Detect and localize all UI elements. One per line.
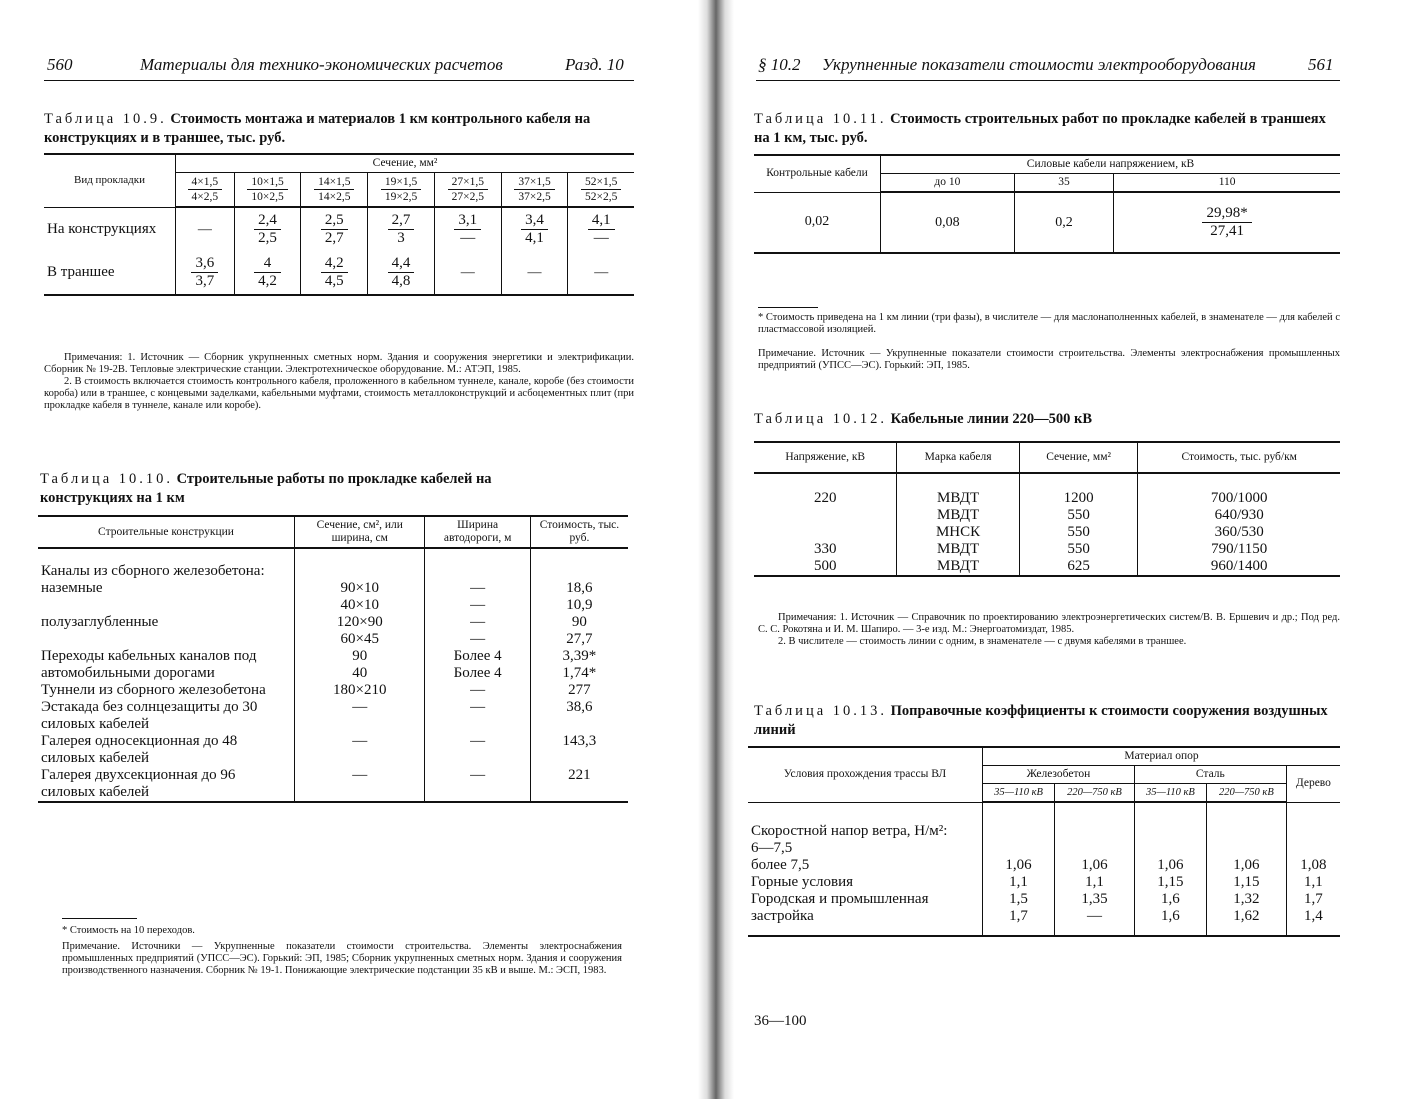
table-cell: МВДТ — [897, 507, 1019, 524]
column-header: Сечение, мм² — [1019, 442, 1138, 473]
denominator: 27×2,5 — [451, 191, 484, 203]
table-10-9-notes — [44, 352, 634, 412]
denominator: 4,8 — [391, 273, 411, 289]
table-cell — [568, 207, 634, 251]
cell-value: — — [460, 264, 475, 280]
table-cell: — — — — — [425, 548, 530, 648]
table-cell — [176, 251, 235, 295]
numerator: 29,98* — [1202, 205, 1251, 223]
numerator: 3,6 — [191, 255, 218, 273]
table-cell: МНСК — [897, 524, 1019, 541]
table-cell: 1200 — [1019, 473, 1138, 507]
numerator: 37×1,5 — [514, 175, 554, 190]
table-cell — [501, 207, 568, 251]
numerator: 19×1,5 — [381, 175, 421, 190]
denominator: — — [460, 230, 476, 246]
section-header — [568, 173, 634, 208]
table-10-11-title: Таблица 10.11. Стоимость строительных работ по прокладке кабелей в траншеях на 1 км, тыс. руб. — [754, 111, 1326, 146]
running-title-right: Укрупненные показатели стоимости электрооборудования — [822, 55, 1256, 74]
row-label: Галерея односекционная до 48 силовых кабелей — [38, 733, 295, 767]
column-header: Сечение, см², или ширина, см — [295, 516, 425, 548]
fraction-value — [588, 212, 615, 247]
numerator: 27×1,5 — [448, 175, 488, 190]
table-row — [38, 699, 628, 733]
row-label: Галерея двухсекционная до 96 силовых кабелей — [38, 767, 295, 802]
table-10-13: Условия прохождения трассы ВЛ Материал опор Железобетон Сталь Дерево 35—110 кВ 220—750 кВ 35—110 кВ 220—750 кВ Скоростной напор ветра, Н/м²: 6—7,5 более 7,5 Горные условия Городская и промышленная застройка 1,06 1,1 1,5 1,7 1,06 1,1 1,35 — 1,06 1,15 1,6 1,6 1,06 1,15 1,32 1,62 1,08 1,1 1,7 1,4 — [748, 746, 1340, 937]
table-cell: 550 — [1019, 524, 1138, 541]
left-page — [0, 0, 700, 1099]
fraction-value — [247, 175, 287, 204]
table-10-12 — [754, 441, 1340, 577]
fraction-value — [514, 175, 554, 204]
table-cell: — — [295, 699, 425, 733]
numerator: 52×1,5 — [581, 175, 621, 190]
row-label: Переходы кабельных каналов под автомобильными дорогами — [38, 648, 295, 682]
table-cell — [234, 251, 301, 295]
section-header — [176, 173, 235, 208]
page-number-right: 561 — [1308, 55, 1334, 74]
table-row — [754, 524, 1340, 541]
voltage-header: 110 — [1114, 174, 1340, 193]
printer-signature: 36—100 — [754, 1013, 807, 1029]
table-cell: 625 — [1019, 558, 1138, 576]
table-cell: 180×210 — [295, 682, 425, 699]
table-10-12-notes — [758, 612, 1340, 648]
table-row — [748, 802, 1340, 936]
table-cell — [754, 192, 881, 253]
cell-value: 0,2 — [1055, 214, 1073, 230]
table-cell — [568, 251, 634, 295]
table-row — [38, 548, 628, 648]
section-mark: § 10.2 — [758, 55, 801, 74]
section-header — [368, 173, 435, 208]
table-cell: — — [295, 767, 425, 802]
note-paragraph: 2. В числителе — стоимость линии с одним, в знаменателе — с двумя кабелями в траншее. — [778, 636, 1187, 647]
table-cell: МВДТ — [897, 541, 1019, 558]
table-cell: 700/1000 — [1138, 473, 1340, 507]
numerator: 4×1,5 — [188, 175, 223, 190]
row-label: Туннели из сборного железобетона — [38, 682, 295, 699]
numerator: 4,4 — [388, 255, 415, 273]
denominator: 3 — [397, 230, 405, 246]
table-cell — [234, 207, 301, 251]
table-cell: 550 — [1019, 507, 1138, 524]
numerator: 4 — [254, 255, 281, 273]
column-header: Стоимость, тыс. руб. — [530, 516, 628, 548]
table-row — [754, 473, 1340, 507]
table-cell: 550 — [1019, 541, 1138, 558]
denominator: 14×2,5 — [318, 191, 351, 203]
table-cell — [301, 251, 368, 295]
table-10-10-title: Таблица 10.10. Строительные работы по прокладке кабелей на конструкциях на 1 км — [40, 471, 492, 506]
denominator: 37×2,5 — [518, 191, 551, 203]
table-cell: 790/1150 — [1138, 541, 1340, 558]
table-cell: 330 — [754, 541, 897, 558]
note-paragraph: Примечания: 1. Источник — Справочник по проектированию электроэнергетических систем/В. В. Ершевич и др.; Под ред. С. С. Рокотяна и И. М. Шапиро. — 3-е изд. М.: Энергоатомиздат, 1985. — [758, 612, 1340, 635]
note-paragraph: 2. В стоимость включается стоимость контрольного кабеля, проложенного в кабельном туннеле, канале, коробе (без стоимости короба) или в траншее, с концевыми заделками, кабельными муфтами, стоимость металлоконструкций и асбоцементных плит (при прокладке кабеля в туннеле, канале или коробе). — [44, 376, 634, 411]
table-row — [44, 207, 634, 251]
table-10-11: Контрольные кабели Силовые кабели напряжением, кВ до 10 35 110 0,02 0,08 0,2 $\frac{29,98*}{27,41}$ — [754, 154, 1340, 254]
book-gutter — [698, 0, 734, 1099]
fraction-value — [581, 175, 621, 204]
table-cell — [368, 207, 435, 251]
cell-value: 0,02 — [804, 214, 830, 230]
table-cell — [1114, 192, 1340, 253]
denominator: 2,7 — [324, 230, 344, 246]
cell-value: 0,08 — [935, 214, 960, 230]
numerator: 3,1 — [454, 212, 481, 230]
table-cell — [434, 207, 501, 251]
page-number: 560 — [47, 55, 73, 74]
fraction-value — [254, 212, 281, 247]
table-10-9: Вид прокладки Сечение, мм² $\frac{4\times 1,5}{4\times 2,5}$ $\frac{10\times 1,5}{10\times 2,5}$ $\frac{14\times 1,5}{14\times 2,5}$ $\frac{19\times 1,5}{19\times 2,5}$ $\frac{27\times 1,5}{27\times 2,5}$ $\frac{37\times 1,5}{37\times 2,5}$ $\frac{52\times 1,5}{52\times 2,5}$ На конструкциях — $\frac{2,4}{2,5}$ $\frac{2,5}{2,7}$ $\frac{2,7}{3}$ $\frac{3,1}{—}$ $\frac{3,4}{4,1}$ $\frac{4,1}{—}$ В траншее $\frac{3,6}{3,7}$ $\frac{4}{4,2}$ $\frac{4,2}{4,5}$ $\frac{4,4}{4,8}$ — — — — [44, 153, 634, 296]
column-header: Напряжение, кВ — [754, 442, 897, 473]
fraction-value — [321, 212, 348, 247]
table-10-11-note: Примечание. Источник — Укрупненные показатели стоимости строительства. Элементы электроснабжения промышленных предприятий (УПСС—ЭС). Горький: ЭП, 1985. — [758, 348, 1340, 371]
table-cell — [754, 524, 897, 541]
numerator: 2,5 — [321, 212, 348, 230]
table-cell: 90×10 40×10 120×90 60×45 — [295, 548, 425, 648]
denominator: 4,2 — [258, 273, 277, 289]
cell-value: — — [197, 221, 212, 237]
table-cell — [754, 507, 897, 524]
table-cell: 1,06 1,1 1,35 — — [1055, 802, 1135, 936]
table-10-11-footnote: * Стоимость приведена на 1 км линии (три фазы), в числителе — для маслонаполненных кабелей, в знаменателе — для кабелей с пластмассовой изоляцией. — [758, 312, 1340, 335]
fraction-value — [1202, 205, 1251, 240]
table-cell: 90 40 — [295, 648, 425, 682]
table-cell — [881, 192, 1015, 253]
column-header: Строительные конструкции — [38, 516, 295, 548]
table-row — [38, 733, 628, 767]
table-cell: 360/530 — [1138, 524, 1340, 541]
fraction-value — [388, 212, 415, 247]
table-cell — [301, 207, 368, 251]
table-cell: — — [425, 699, 530, 733]
section-header — [501, 173, 568, 208]
row-label: На конструкциях — [44, 207, 176, 251]
table-cell: 220 — [754, 473, 897, 507]
table-cell: 221 — [530, 767, 628, 802]
numerator: 14×1,5 — [314, 175, 354, 190]
table-10-10-footnote: * Стоимость на 10 переходов. — [62, 925, 195, 936]
table-row — [38, 767, 628, 802]
fraction-value — [381, 175, 421, 204]
table-row — [38, 682, 628, 699]
column-header: Марка кабеля — [897, 442, 1019, 473]
denominator: 2,5 — [258, 230, 277, 246]
section-header — [301, 173, 368, 208]
table-cell — [501, 251, 568, 295]
column-header: Ширина автодороги, м — [425, 516, 530, 548]
footnote-rule-right — [758, 307, 818, 308]
table-cell: — — [425, 767, 530, 802]
denominator: 10×2,5 — [251, 191, 284, 203]
table-row — [754, 507, 1340, 524]
table-cell — [434, 251, 501, 295]
fraction-value — [454, 212, 481, 247]
header-rule — [44, 80, 634, 81]
table-cell: 1,06 1,1 1,5 1,7 — [983, 802, 1055, 936]
table-cell: 38,6 — [530, 699, 628, 733]
footnote-rule — [62, 918, 137, 919]
table-cell: 500 — [754, 558, 897, 576]
header-rule-right — [756, 80, 1340, 81]
table-cell: 640/930 — [1138, 507, 1340, 524]
table-row — [754, 558, 1340, 576]
denominator: 19×2,5 — [384, 191, 418, 203]
right-page — [730, 0, 1415, 1099]
fraction-value — [254, 255, 281, 290]
running-title: Материалы для технико-экономических расчетов — [140, 55, 503, 74]
table-cell: 3,39* 1,74* — [530, 648, 628, 682]
table-10-13-title: Таблица 10.13. Поправочные коэффициенты к стоимости сооружения воздушных линий — [754, 703, 1328, 738]
numerator: 10×1,5 — [247, 175, 287, 190]
fraction-value — [448, 175, 488, 204]
table-row — [38, 648, 628, 682]
numerator: 4,1 — [588, 212, 615, 230]
numerator: 2,7 — [388, 212, 415, 230]
note-paragraph: Примечания: 1. Источник — Сборник укрупненных сметных норм. Здания и сооружения энергетики и электрификации. Сборник № 19-2В. Тепловые электрические станции. Электротехническое оборудование. М.: АТЭП, 1985. — [44, 352, 634, 375]
denominator: 4×2,5 — [191, 191, 219, 203]
table-cell — [176, 207, 235, 251]
table-cell: 1,08 1,1 1,7 1,4 — [1286, 802, 1340, 936]
denominator: — — [593, 230, 609, 246]
denominator: 4,5 — [324, 273, 344, 289]
table-cell: 18,6 10,9 90 27,7 — [530, 548, 628, 648]
table-cell: Более 4 Более 4 — [425, 648, 530, 682]
numerator: 2,4 — [254, 212, 281, 230]
denominator: 3,7 — [195, 273, 215, 289]
table-cell: 277 — [530, 682, 628, 699]
table-10-10 — [38, 515, 628, 803]
table-cell: — — [425, 682, 530, 699]
column-header: Стоимость, тыс. руб/км — [1138, 442, 1340, 473]
table-cell: МВДТ — [897, 558, 1019, 576]
fraction-value — [191, 255, 218, 290]
fraction-value — [388, 255, 415, 290]
row-label: Эстакада без солнцезащиты до 30 силовых кабелей — [38, 699, 295, 733]
fraction-value — [521, 212, 548, 247]
row-label: Скоростной напор ветра, Н/м²: 6—7,5 более 7,5 Горные условия Городская и промышленная застройка — [748, 802, 983, 936]
fraction-value — [314, 175, 354, 204]
row-label: В траншее — [44, 251, 176, 295]
table-cell: МВДТ — [897, 473, 1019, 507]
denominator: 52×2,5 — [585, 191, 618, 203]
section-header — [434, 173, 501, 208]
cell-value: — — [527, 264, 542, 280]
voltage-header: до 10 — [881, 174, 1015, 193]
table-row — [44, 251, 634, 295]
cell-value: — — [594, 264, 609, 280]
denominator: 4,1 — [525, 230, 544, 246]
section-label: Разд. 10 — [565, 55, 624, 74]
table-cell — [368, 251, 435, 295]
table-cell: 1,06 1,15 1,32 1,62 — [1206, 802, 1286, 936]
numerator: 3,4 — [521, 212, 548, 230]
denominator: 27,41 — [1210, 223, 1244, 239]
table-cell — [1014, 192, 1113, 253]
table-cell: 960/1400 — [1138, 558, 1340, 576]
numerator: 4,2 — [321, 255, 348, 273]
table-10-9-title: Таблица 10.9. Стоимость монтажа и материалов 1 км контрольного кабеля на конструкциях и в траншее, тыс. руб. — [44, 111, 591, 146]
table-cell: 143,3 — [530, 733, 628, 767]
fraction-value — [188, 175, 223, 204]
table-cell: — — [295, 733, 425, 767]
table-10-12-title: Таблица 10.12. Кабельные линии 220—500 кВ — [754, 411, 1093, 427]
section-header — [234, 173, 301, 208]
fraction-value — [321, 255, 348, 290]
table-cell: 1,06 1,15 1,6 1,6 — [1134, 802, 1206, 936]
row-label: Каналы из сборного железобетона: наземные полузаглубленные — [38, 548, 295, 648]
table-row — [754, 541, 1340, 558]
voltage-header: 35 — [1014, 174, 1113, 193]
table-10-10-note: Примечание. Источники — Укрупненные показатели стоимости строительства. Элементы электроснабжения промышленных предприятий (УПСС—ЭС). Горький: ЭП, 1985; Сборник укрупненных сметных норм. Здания и сооружения производственного назначения. Сборник № 19-1. Понижающие электрические подстанции 35 кВ и выше. М.: ЭСП, 1983. — [62, 941, 622, 976]
table-cell: — — [425, 733, 530, 767]
